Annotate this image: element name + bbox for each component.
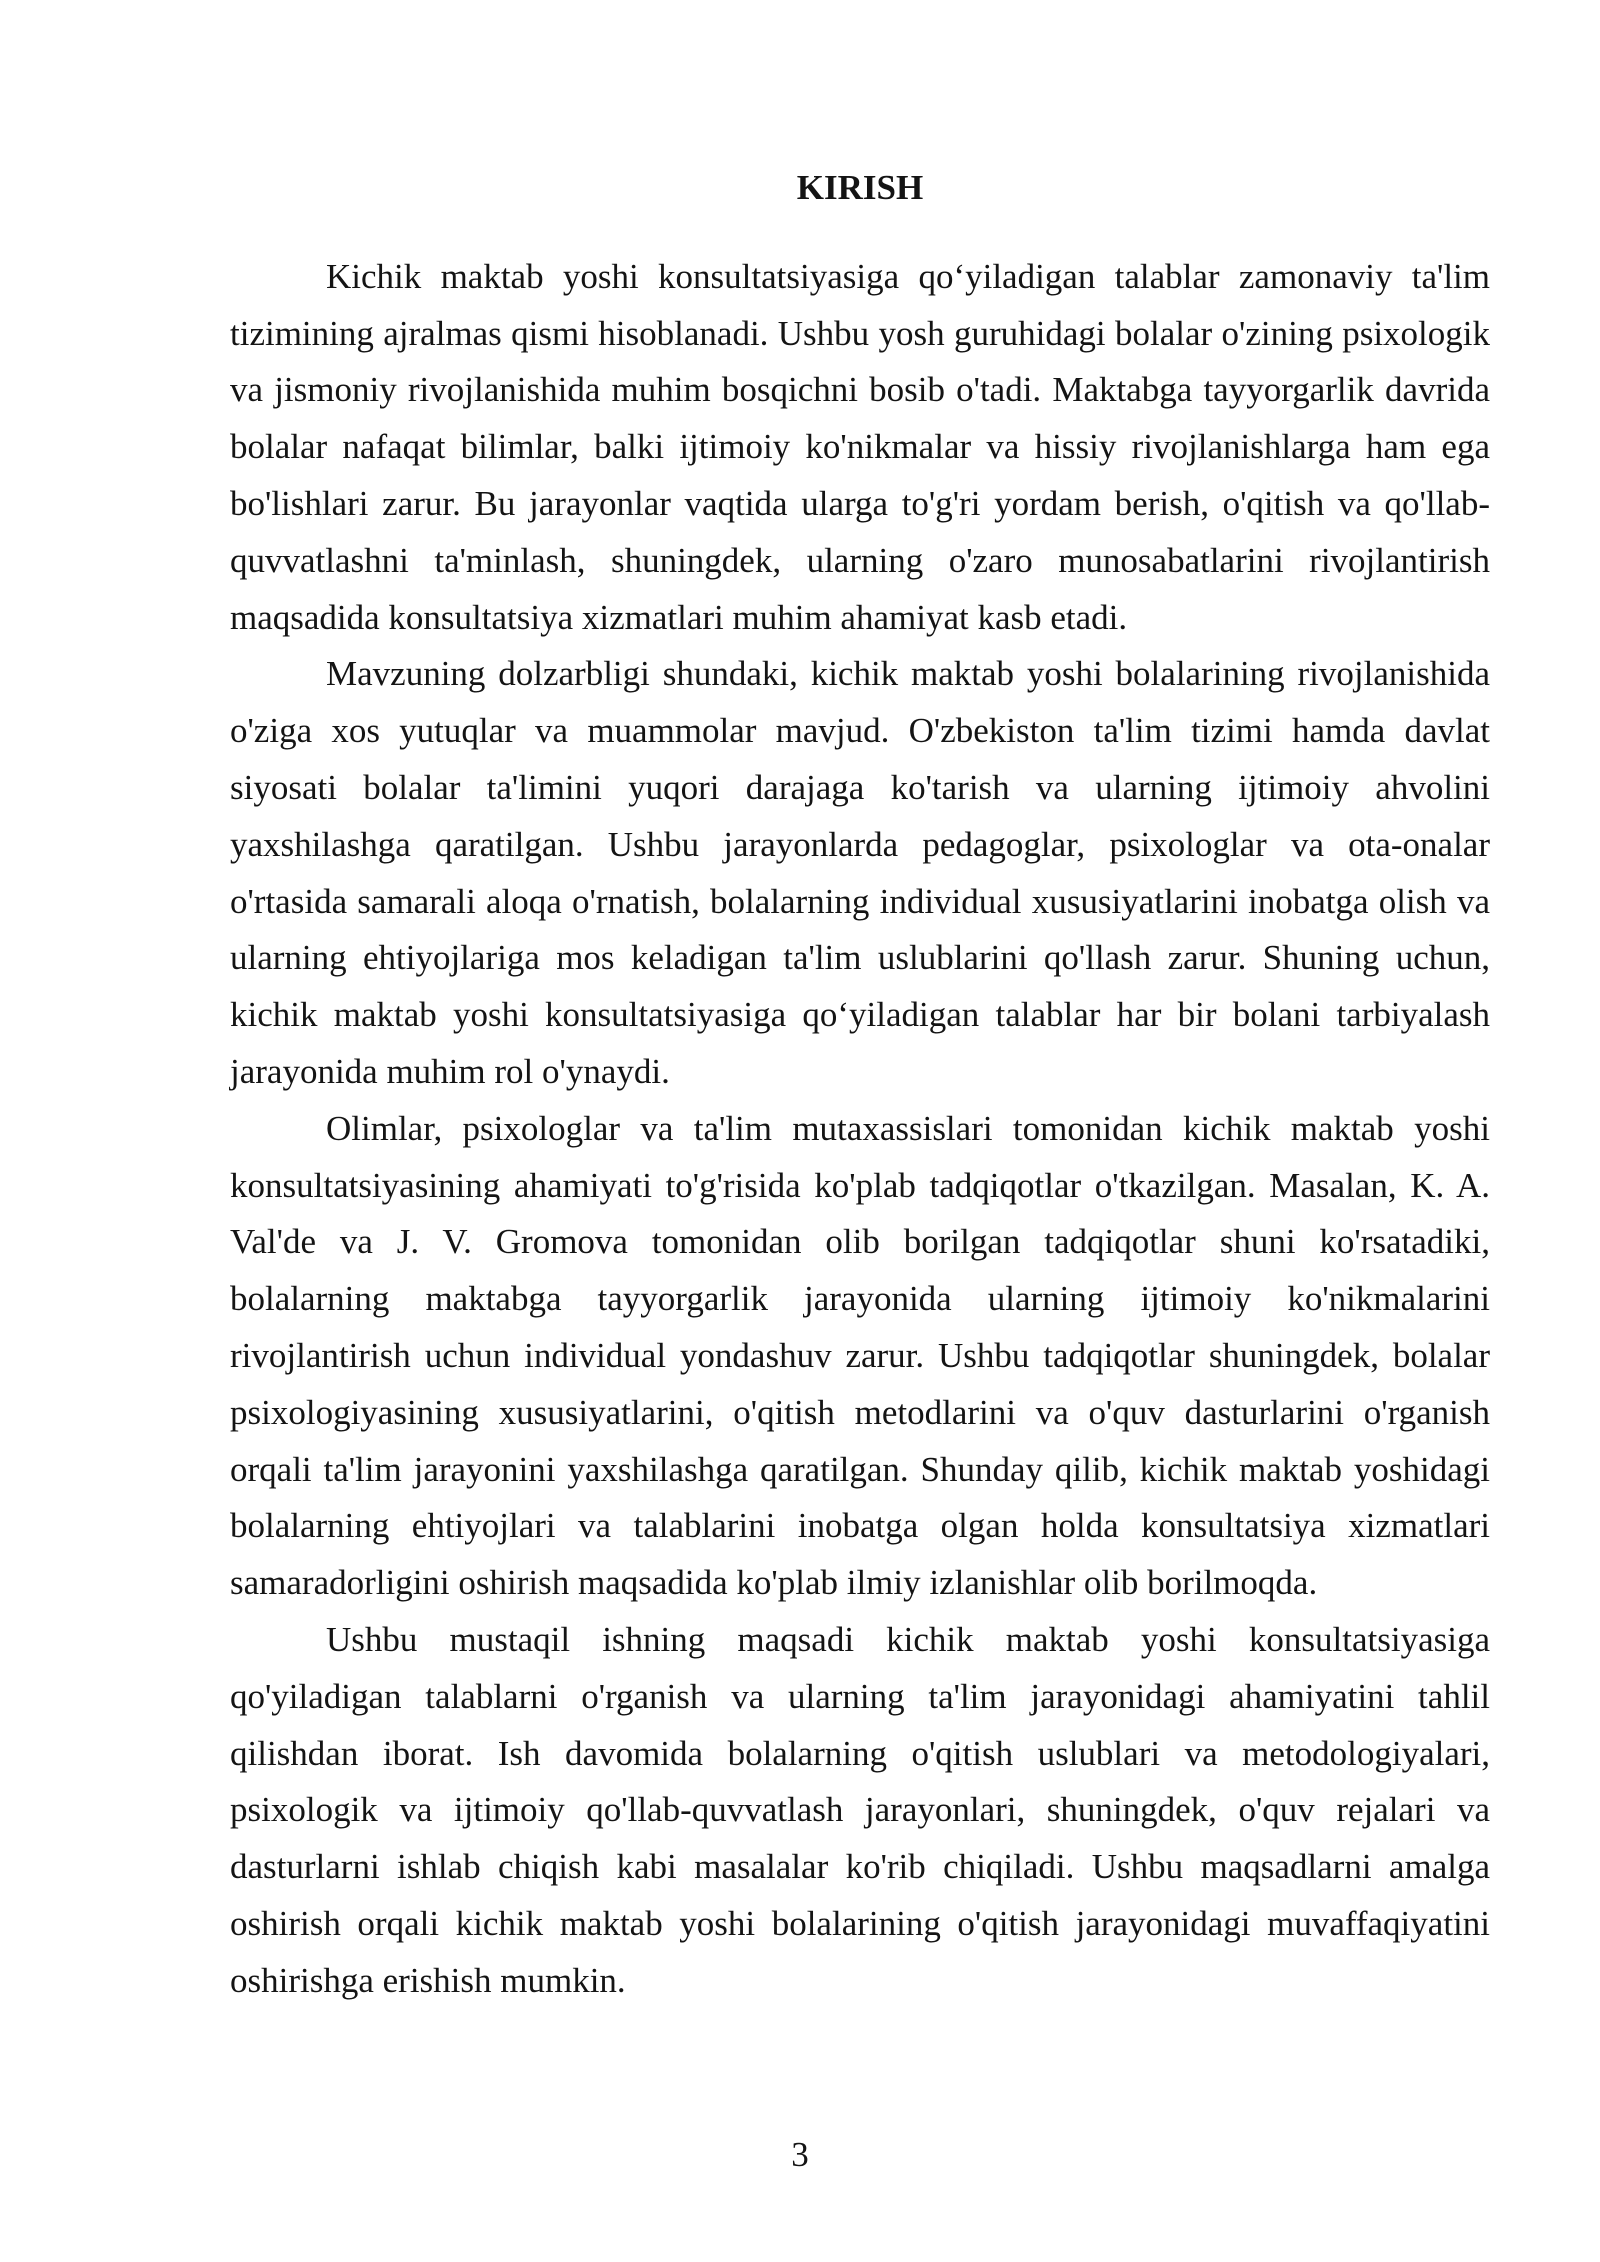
paragraph-intro: Kichik maktab yoshi konsultatsiyasiga qo‘yiladigan talablar zamonaviy ta'lim tizimining ajralmas qismi hisoblanadi. Ushbu yosh guruhidagi bolalar o'zining psixologik va jismoniy rivojlanishida muhim bosqichni bosib o'tadi. Maktabga tayyorgarlik davrida bolalar nafaqat bilimlar, balki ijtimoiy ko'nikmalar va hissiy rivojlanishlarga ham ega bo'lishlari zarur. Bu jarayonlar vaqtida ularga to'g'ri yordam berish, o'qitish va qo'llab-quvvatlashni ta'minlash, shuningdek, ularning o'zaro munosabatlarini rivojlantirish maqsadida konsultatsiya xizmatlari muhim ahamiyat kasb etadi. xyxy=(230,256,1490,637)
paragraph-relevance: Mavzuning dolzarbligi shundaki, kichik maktab yoshi bolalarining rivojlanishida o'ziga xos yutuqlar va muammolar mavjud. O'zbekiston ta'lim tizimi hamda davlat siyosati bolalar ta'limini yuqori darajaga ko'tarish va ularning ijtimoiy ahvolini yaxshilashga qaratilgan. Ushbu jarayonlarda pedagoglar, psixologlar va ota-onalar o'rtasida samarali aloqa o'rnatish, bolalarning individual xususiyatlarini inobatga olish va ularning ehtiyojlariga mos keladigan ta'lim uslublarini qo'llash zarur. Shuning uchun, kichik maktab yoshi konsultatsiyasiga qo‘yiladigan talablar har bir bolani tarbiyalash jarayonida muhim rol o'ynaydi. xyxy=(230,654,1490,1091)
document-page xyxy=(230,160,1490,2010)
section-title: KIRISH xyxy=(796,168,924,207)
paragraph-research: Olimlar, psixologlar va ta'lim mutaxassislari tomonidan kichik maktab yoshi konsultatsiyasining ahamiyati to'g'risida ko'plab tadqiqotlar o'tkazilgan. Masalan, K. A. Val'de va J. V. Gromova tomonidan olib borilgan tadqiqotlar shuni ko'rsatadiki, bolalarning maktabga tayyorgarlik jarayonida ularning ijtimoiy ko'nikmalarini rivojlantirish uchun individual yondashuv zarur. Ushbu tadqiqotlar shuningdek, bolalar psixologiyasining xususiyatlarini, o'qitish metodlarini va o'quv dasturlarini o'rganish orqali ta'lim jarayonini yaxshilashga qaratilgan. Shunday qilib, kichik maktab yoshidagi bolalarning ehtiyojlari va talablarini inobatga olgan holda konsultatsiya xizmatlari samaradorligini oshirish maqsadida ko'plab ilmiy izlanishlar olib borilmoqda. xyxy=(230,1108,1490,1603)
page-number: 3 xyxy=(791,2135,809,2174)
paragraph-goal: Ushbu mustaqil ishning maqsadi kichik maktab yoshi konsultatsiyasiga qo'yiladigan talablarni o'rganish va ularning ta'lim jarayonidagi ahamiyatini tahlil qilishdan iborat. Ish davomida bolalarning o'qitish uslublari va metodologiyalari, psixologik va ijtimoiy qo'llab-quvvatlash jarayonlari, shuningdek, o'quv rejalari va dasturlarni ishlab chiqish kabi masalalar ko'rib chiqiladi. Ushbu maqsadlarni amalga oshirish orqali kichik maktab yoshi bolalarining o'qitish jarayonidagi muvaffaqiyatini oshirishga erishish mumkin. xyxy=(230,1619,1490,2000)
